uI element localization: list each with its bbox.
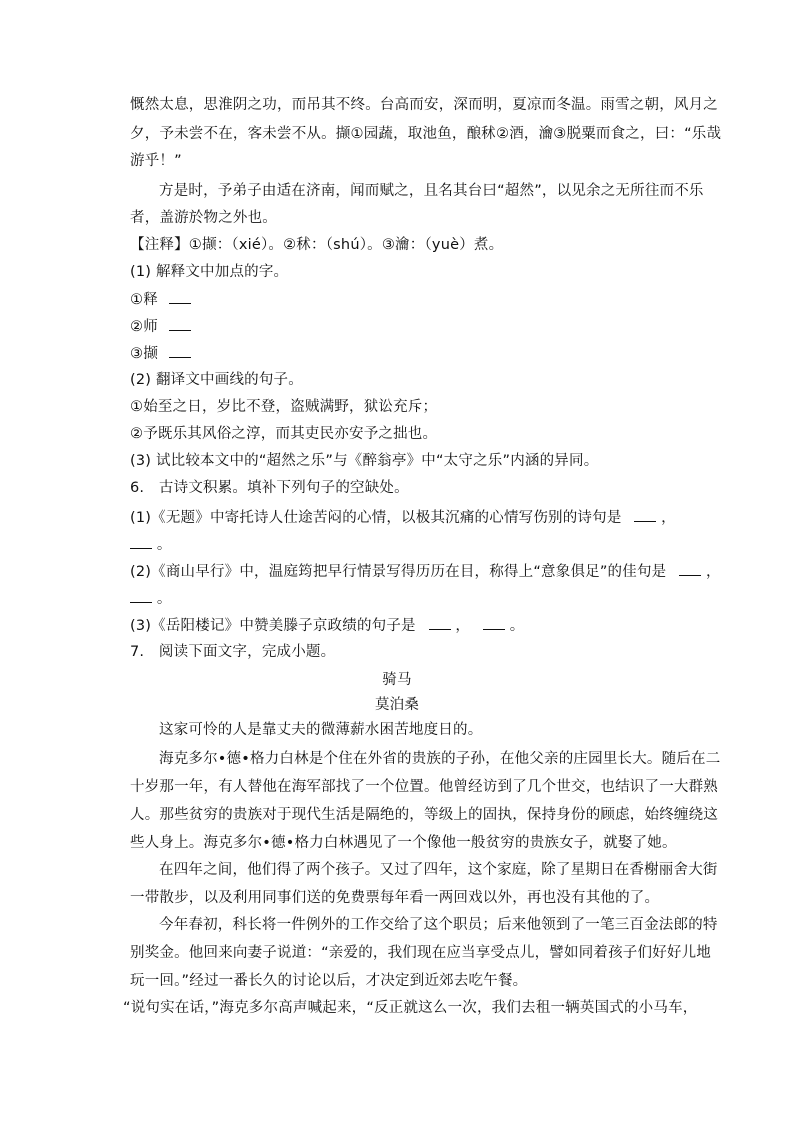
period: 。 (509, 618, 525, 634)
q6-item-2 (130, 561, 721, 582)
answer-blank[interactable] (130, 588, 152, 603)
item-text: (1)《无题》中寄托诗人仕途苦闷的心情，以极其沉痛的心情写伤别的诗句是 (130, 510, 622, 526)
period: 。 (156, 537, 172, 553)
q5-sentence-2: ②予既乐其风俗之淳，而其吏民亦安予之拙也。 (130, 426, 438, 442)
story-line: 别奖金。他回来向妻子说道：“亲爱的，我们现在应当享受点儿，譬如同着孩子们好好儿地 (130, 945, 712, 961)
story-line: 海克多尔•德•格力白林是个住在外省的贵族的子孙，在他父亲的庄园里长大。随后在二 (159, 751, 721, 767)
comma: ， (706, 564, 721, 580)
q5-sentence-1: ①始至之日，岁比不登，盗贼满野，狱讼充斥； (130, 399, 438, 415)
story-line: 些人身上。海克多尔•德•格力白林遇见了一个像他一般贫穷的贵族女子，就娶了她。 (130, 835, 677, 851)
item-label: ②师 (130, 319, 158, 335)
passage-line: 夕，予未尝不在，客未尝不从。撷①园蔬，取池鱼，酿秫②酒，瀹③脱粟而食之，曰：“乐哉 (130, 126, 722, 142)
annotation-note: 【注释】①撷：（xié）。②秫：（shú）。③瀹：（yuè）煮。 (130, 237, 504, 253)
q6-item-3 (130, 615, 524, 636)
passage-line: 慨然太息，思淮阴之功，而吊其不终。台高而安，深而明，夏凉而冬温。雨雪之朝，风月之 (130, 97, 718, 113)
story-line: “说句实在话，”海克多尔高声喊起来，“反正就这么一次，我们去租一辆英国式的小马车， (123, 1000, 698, 1016)
comma: ， (455, 618, 471, 634)
passage-line: 者，盖游於物之外也。 (130, 210, 277, 226)
period: 。 (156, 591, 172, 607)
story-title: 骑马 (382, 672, 412, 688)
q6-item-1-cont (130, 534, 172, 555)
q7-heading: 7. 阅读下面文字，完成小题。 (130, 644, 336, 660)
answer-blank[interactable] (634, 507, 656, 522)
q5-sub2: (2) 翻译文中画线的句子。 (130, 372, 303, 388)
q5-item-2 (130, 316, 191, 337)
item-text: (2)《商山早行》中，温庭筠把早行情景写得历历在目，称得上“意象俱足”的佳句是 (130, 564, 667, 580)
item-text: (3)《岳阳楼记》中赞美滕子京政绩的句子是 (130, 618, 416, 634)
q6-item-1 (130, 507, 676, 528)
story-line: 玩一回。”经过一番长久的讨论以后，才决定到近郊去吃午餐。 (130, 973, 528, 989)
comma: ， (661, 510, 676, 526)
answer-blank[interactable] (679, 561, 701, 576)
answer-blank[interactable] (483, 615, 505, 630)
q5-sub3: (3) 试比较本文中的“超然之乐”与《醉翁亭》中“太守之乐”内涵的异同。 (130, 453, 599, 469)
answer-blank[interactable] (169, 343, 191, 358)
story-line: 一带散步，以及利用同事们送的免费票每年看一两回戏以外，再也没有其他的了。 (130, 890, 660, 906)
story-line: 十岁那一年，有人替他在海军部找了一个位置。他曾经访到了几个世交，也结识了一大群熟 (130, 779, 718, 795)
story-line: 在四年之间，他们得了两个孩子。又过了四年，这个家庭，除了星期日在香榭丽舍大街 (159, 862, 718, 878)
answer-blank[interactable] (169, 316, 191, 331)
q6-item-2-cont (130, 588, 172, 609)
q5-sub1: (1) 解释文中加点的字。 (130, 264, 289, 280)
story-author: 莫泊桑 (374, 697, 420, 713)
item-label: ③撷 (130, 346, 158, 362)
passage-line: 方是时，予弟子由适在济南，闻而赋之，且名其台曰“超然”，以见余之无所往而不乐 (159, 183, 704, 199)
story-line: 人。那些贫穷的贵族对于现代生活是隔绝的，等级上的固执，保持身份的顾虑，始终缠绕这 (130, 807, 718, 823)
answer-blank[interactable] (169, 289, 191, 304)
passage-line: 游乎！” (130, 153, 182, 169)
item-label: ①释 (130, 292, 158, 308)
story-line: 今年春初，科长将一件例外的工作交给了这个职员；后来他领到了一笔三百金法郎的特 (159, 917, 718, 933)
answer-blank[interactable] (130, 534, 152, 549)
q5-item-1 (130, 289, 191, 310)
story-paragraph: 这家可怜的人是靠丈夫的微薄薪水困苦地度日的。 (159, 722, 483, 738)
q6-heading: 6. 古诗文积累。填补下列句子的空缺处。 (130, 480, 409, 496)
answer-blank[interactable] (429, 615, 451, 630)
q5-item-3 (130, 343, 191, 364)
